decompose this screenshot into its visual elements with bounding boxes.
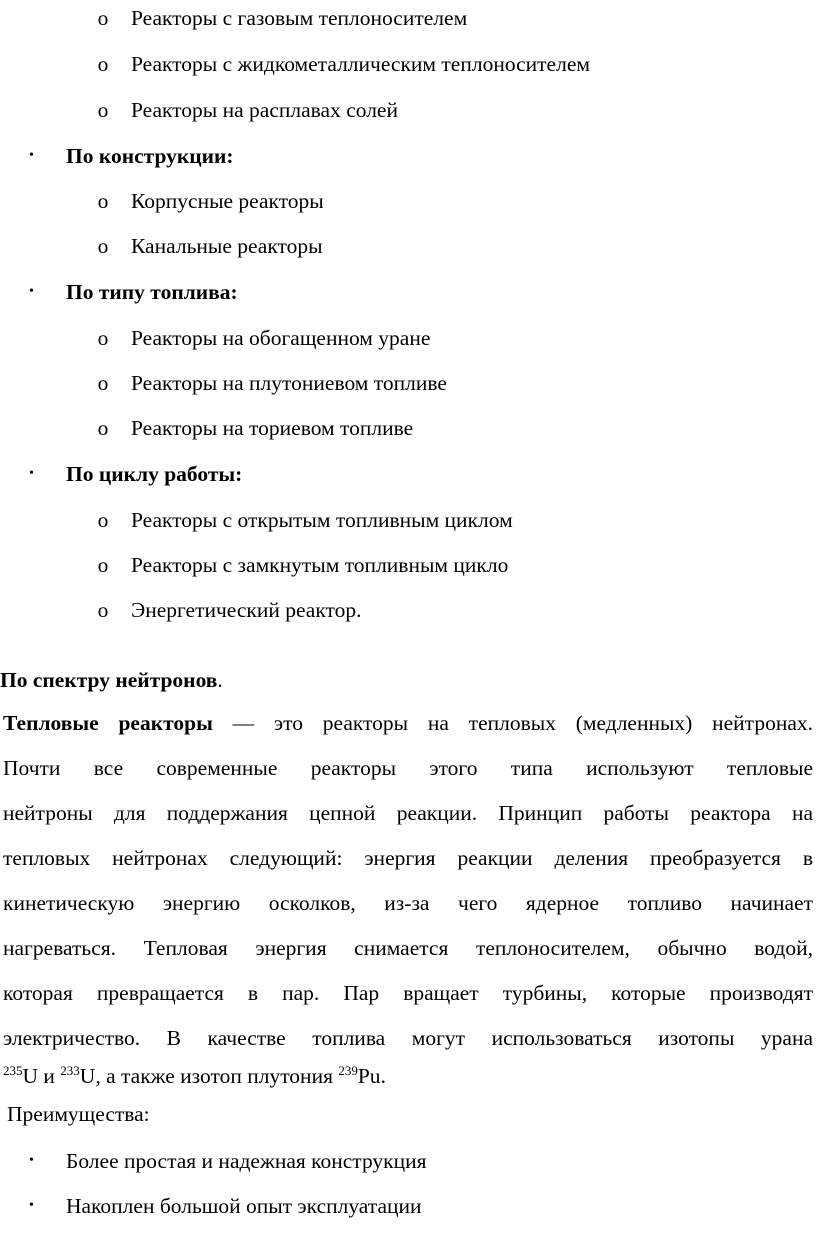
paragraph-line: кинетическую энергию осколков, из-за чего ядерное топливо начинает xyxy=(3,891,813,915)
bullet-heading-text: По конструкции: xyxy=(66,144,234,168)
sub-bullet-marker: o xyxy=(97,98,109,122)
sub-bullet-marker: o xyxy=(97,553,109,577)
sub-bullet-marker: o xyxy=(97,371,109,395)
section-heading-text: По спектру нейтронов xyxy=(0,668,218,692)
isotope-mass: 239 xyxy=(338,1063,358,1078)
isotope-mass: 233 xyxy=(60,1063,80,1078)
sub-bullet-marker: o xyxy=(97,6,109,30)
bullet-marker: • xyxy=(29,1153,34,1168)
list-item-text: Реакторы с замкнутым топливным цикло xyxy=(131,553,509,577)
paragraph-line-isotopes xyxy=(3,1063,813,1089)
bullet-heading-text: По типу топлива: xyxy=(66,280,238,304)
advantage-text: Накоплен большой опыт эксплуатации xyxy=(66,1194,422,1218)
bullet-heading-text: По циклу работы: xyxy=(66,462,243,486)
term: Тепловые реакторы xyxy=(3,711,213,735)
list-item-text: Корпусные реакторы xyxy=(131,189,324,213)
paragraph-text: — это реакторы на тепловых (медленных) нейтронах. xyxy=(212,711,814,735)
list-item-text: Реакторы с газовым теплоносителем xyxy=(131,6,468,30)
paragraph-line: Почти все современные реакторы этого типа используют тепловые xyxy=(3,756,813,780)
paragraph-line: электричество. В качестве топлива могут использоваться изотопы урана xyxy=(3,1026,813,1050)
paragraph-line: нагреваться. Тепловая энергия снимается теплоносителем, обычно водой, xyxy=(3,936,813,960)
advantages-label: Преимущества: xyxy=(7,1102,150,1126)
advantage-text: Более простая и надежная конструкция xyxy=(66,1149,427,1173)
section-heading xyxy=(0,667,810,693)
sub-bullet-marker: o xyxy=(97,508,109,532)
paragraph-text: и xyxy=(38,1064,61,1088)
list-item-text: Канальные реакторы xyxy=(131,234,323,258)
sub-bullet-marker: o xyxy=(97,598,109,622)
list-item-text: Реакторы на плутониевом топливе xyxy=(131,371,447,395)
list-item-text: Реакторы с открытым топливным циклом xyxy=(131,508,513,532)
bullet-marker: • xyxy=(29,466,34,481)
paragraph-text: , а также изотоп плутония xyxy=(95,1064,339,1088)
sub-bullet-marker: o xyxy=(97,234,109,258)
paragraph-line: нейтроны для поддержания цепной реакции. Принцип работы реактора на xyxy=(3,801,813,825)
bullet-marker: • xyxy=(29,1198,34,1213)
sub-bullet-marker: o xyxy=(97,52,109,76)
isotope-symbol: U xyxy=(22,1064,39,1088)
isotope-symbol: U xyxy=(79,1064,96,1088)
list-item-text: Энергетический реактор. xyxy=(131,598,362,622)
paragraph-line xyxy=(3,710,813,736)
sub-bullet-marker: o xyxy=(97,416,109,440)
isotope-mass: 235 xyxy=(3,1063,23,1078)
list-item-text: Реакторы на расплавах солей xyxy=(131,98,398,122)
sub-bullet-marker: o xyxy=(97,326,109,350)
list-item-text: Реакторы на обогащенном уране xyxy=(131,326,431,350)
bullet-marker: • xyxy=(29,148,34,163)
paragraph-text: . xyxy=(380,1064,386,1088)
section-heading-suffix: . xyxy=(217,668,223,692)
paragraph-line: тепловых нейтронах следующий: энергия реакции деления преобразуется в xyxy=(3,846,813,870)
list-item-text: Реакторы на ториевом топливе xyxy=(131,416,414,440)
paragraph-line: которая превращается в пар. Пар вращает турбины, которые производят xyxy=(3,981,813,1005)
list-item-text: Реакторы с жидкометаллическим теплоносителем xyxy=(131,52,590,76)
sub-bullet-marker: o xyxy=(97,189,109,213)
isotope-symbol: Pu xyxy=(357,1064,381,1088)
bullet-marker: • xyxy=(29,284,34,299)
